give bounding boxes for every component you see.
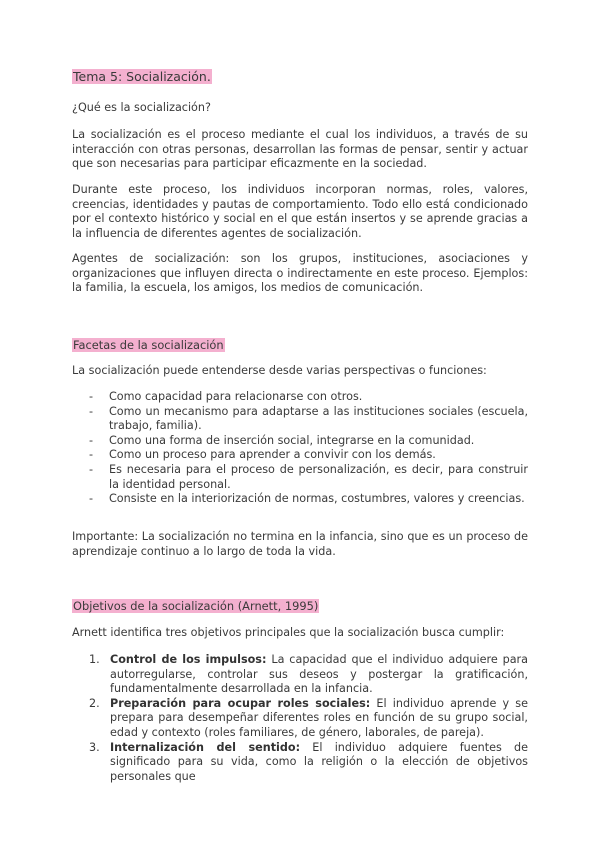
agents-paragraph: Agentes de socialización: son los grupos, instituciones, asociaciones y organizaciones que influyen directa o indirectamente en este proceso. Ejemplos: la familia, la escuela, los amigos, los medios de comunicación. — [72, 252, 528, 295]
list-item: 3. Internalización del sentido: El individuo adquiere fuentes de significado para su vida, como la religión o la elección de objetivos personales que — [89, 740, 528, 783]
facetas-heading: Facetas de la socialización — [73, 338, 224, 352]
list-item: - Como un mecanismo para adaptarse a las instituciones sociales (escuela, trabajo, familia). — [72, 405, 528, 434]
question-heading: ¿Qué es la socialización? — [72, 101, 211, 114]
list-item: - Consiste en la interiorización de normas, costumbres, valores y creencias. — [72, 492, 528, 507]
objetivos-heading: Objetivos de la socialización (Arnett, 1995) — [73, 599, 319, 613]
list-item: 2. Preparación para ocupar roles sociales: El individuo aprende y se prepara para desempeñar diferentes roles en función de su grupo social, edad y contexto (roles familiares, de género, laborales, de pareja). — [89, 696, 528, 739]
list-item: 1. Control de los impulsos: La capacidad que el individuo adquiere para autorregularse, controlar sus deseos y postergar la gratificación, fundamentalmente desarrollada en la infancia. — [89, 653, 529, 696]
list-item: - Como un proceso para aprender a convivir con los demás. — [72, 448, 528, 463]
facetas-intro: La socialización puede entenderse desde varias perspectivas o funciones: — [72, 364, 487, 377]
facetas-list — [72, 390, 528, 507]
list-item: - Como capacidad para relacionarse con otros. — [72, 390, 528, 405]
list-item: - Es necesaria para el proceso de personalización, es decir, para construir la identidad personal. — [72, 463, 528, 492]
important-note: Importante: La socialización no termina en la infancia, sino que es un proceso de aprendizaje continuo a lo largo de toda la vida. — [72, 530, 528, 558]
intro-paragraph: La socialización es el proceso mediante el cual los individuos, a través de su interacción con otras personas, desarrollan las formas de pensar, sentir y actuar que son necesarias para participar eficazmente en la sociedad. — [72, 128, 528, 171]
page-title: Tema 5: Socialización. — [73, 69, 211, 84]
objetivos-intro: Arnett identifica tres objetivos principales que la socialización busca cumplir: — [72, 626, 505, 639]
objetivos-list — [72, 653, 528, 784]
intro-paragraph: Durante este proceso, los individuos incorporan normas, roles, valores, creencias, identidades y pautas de comportamiento. Todo ello está condicionado por el contexto histórico y social en el que están insertos y se aprende gracias a la influencia de diferentes agentes de socialización. — [72, 183, 528, 240]
list-item: - Como una forma de inserción social, integrarse en la comunidad. — [72, 434, 528, 449]
